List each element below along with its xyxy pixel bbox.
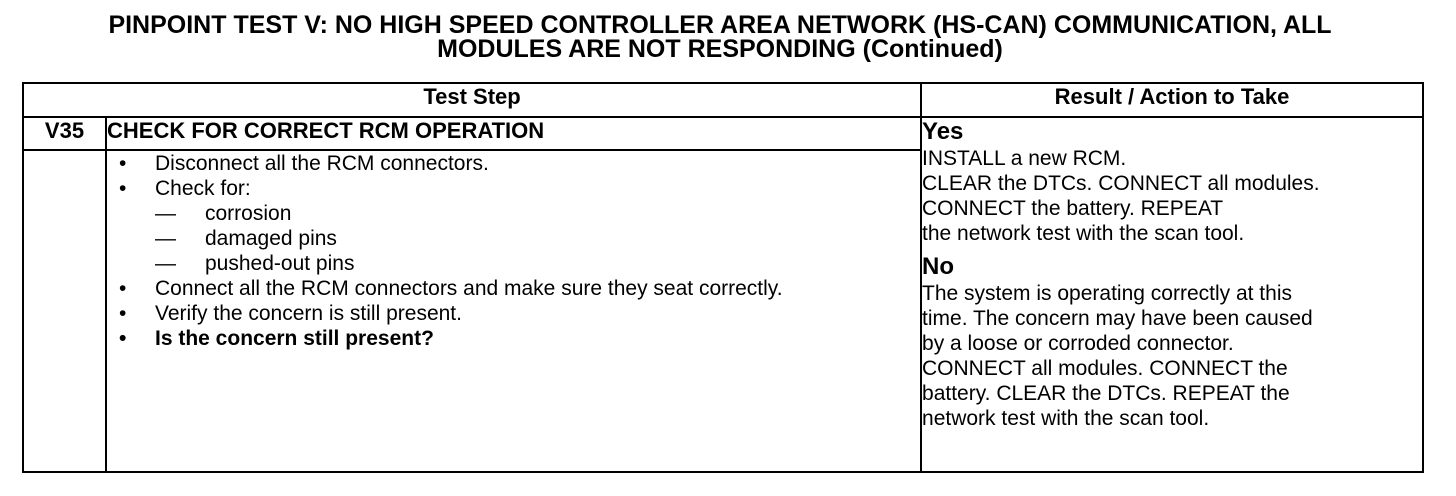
bullet-icon: • [119, 177, 127, 200]
list-item [155, 251, 920, 276]
bullet-icon: • [119, 302, 127, 325]
header-row [23, 83, 1423, 117]
bullet-icon: • [119, 152, 127, 175]
list-item [107, 326, 920, 351]
title-line-1: PINPOINT TEST V: NO HIGH SPEED CONTROLLER AREA NETWORK (HS-CAN) COMMUNICATION, ALL [108, 11, 1332, 39]
header-result-action: Result / Action to Take [921, 83, 1423, 117]
list-item [107, 176, 920, 276]
check-item: corrosion [205, 202, 292, 225]
yes-action [922, 146, 1422, 246]
no-action [922, 281, 1422, 431]
question-text: Is the concern still present? [155, 327, 434, 350]
no-line: by a loose or corroded connector. [922, 332, 1234, 355]
dash-icon: — [155, 227, 176, 250]
bullet-icon: • [119, 327, 127, 350]
check-item: pushed-out pins [205, 252, 355, 275]
list-item [107, 301, 920, 326]
step-text: Disconnect all the RCM connectors. [155, 152, 489, 175]
dash-icon: — [155, 252, 176, 275]
step-text: Check for: [155, 177, 251, 200]
result-cell [921, 117, 1423, 472]
step-title: CHECK FOR CORRECT RCM OPERATION [106, 117, 921, 150]
yes-line: INSTALL a new RCM. [922, 147, 1127, 170]
yes-line: the network test with the scan tool. [922, 222, 1245, 245]
bullet-icon: • [119, 277, 127, 300]
no-line: The system is operating correctly at this [922, 282, 1292, 305]
dash-icon: — [155, 202, 176, 225]
no-line: battery. CLEAR the DTCs. REPEAT the [922, 382, 1290, 405]
procedure-cell [106, 150, 921, 472]
yes-line: CONNECT the battery. REPEAT [922, 197, 1224, 220]
procedure-list [107, 151, 920, 351]
pinpoint-test-table [22, 82, 1424, 473]
check-item: damaged pins [205, 227, 337, 250]
check-items-list [155, 201, 920, 276]
no-line: time. The concern may have been caused [922, 307, 1313, 330]
no-label: No [922, 253, 955, 280]
step-title-row [23, 117, 1423, 150]
list-item [107, 151, 920, 176]
step-text: Verify the concern is still present. [155, 302, 462, 325]
list-item [155, 226, 920, 251]
step-text: Connect all the RCM connectors and make sure they seat correctly. [155, 277, 783, 300]
list-item [107, 276, 920, 301]
step-number: V35 [23, 117, 106, 150]
header-test-step: Test Step [23, 83, 921, 117]
no-line: CONNECT all modules. CONNECT the [922, 357, 1288, 380]
list-item [155, 201, 920, 226]
title-line-2: MODULES ARE NOT RESPONDING (Continued) [437, 35, 1003, 63]
yes-label: Yes [922, 118, 964, 145]
step-number-blank [23, 150, 106, 472]
yes-line: CLEAR the DTCs. CONNECT all modules. [922, 172, 1320, 195]
no-line: network test with the scan tool. [922, 407, 1210, 430]
page-title [0, 13, 1440, 61]
